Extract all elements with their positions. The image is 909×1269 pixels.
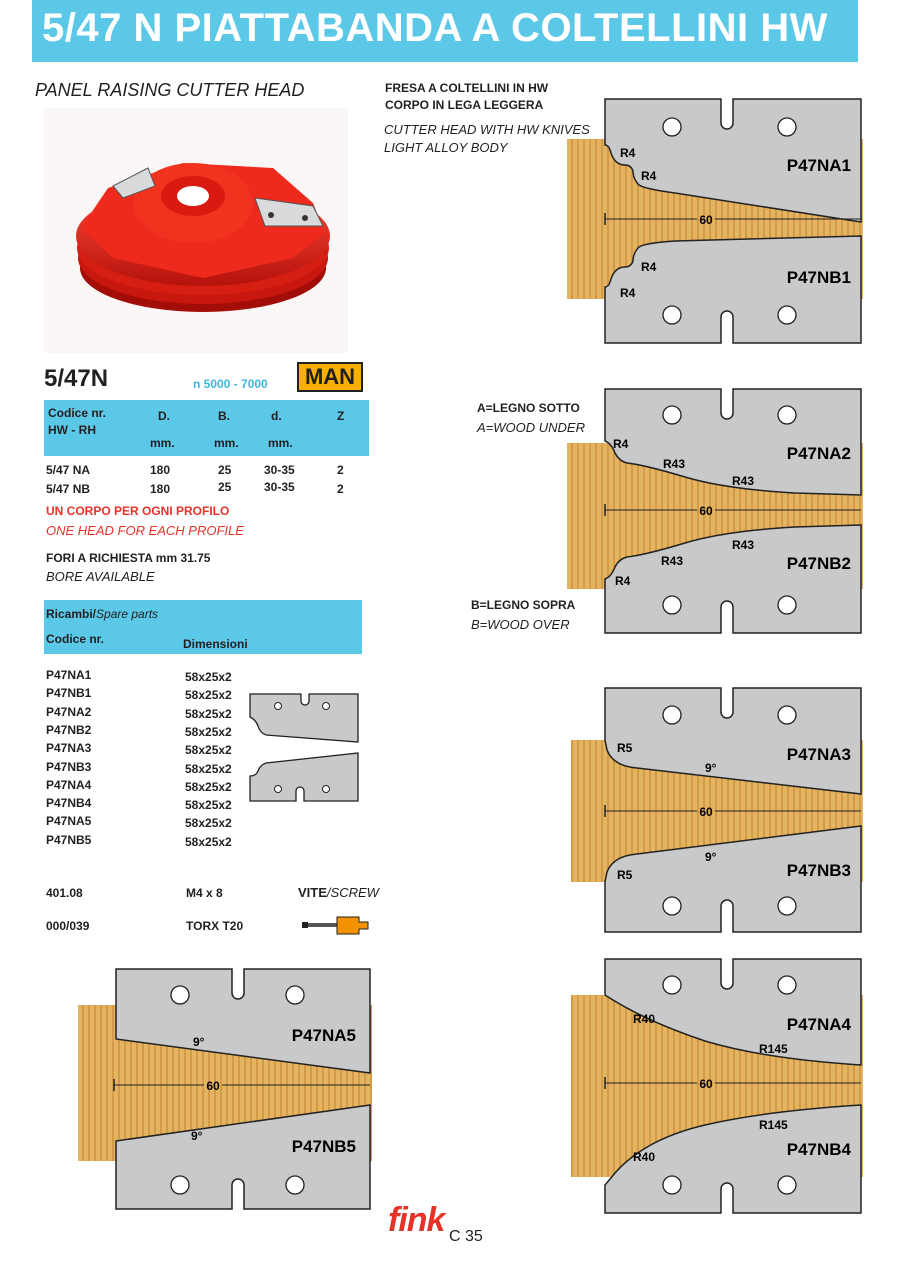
spare-part-code: P47NA2 [46,705,92,719]
spare-part-dimension: 58x25x2 [185,780,232,794]
spare-parts-title [46,607,158,621]
radius-label: R5 [617,741,633,755]
radius-label: R43 [661,554,684,568]
spare-col-code: Codice nr. [46,632,105,646]
spare-part-dimension: 58x25x2 [185,835,232,849]
spec-row-bore: 30-35 [264,463,295,477]
spec-unit-d: mm. [150,436,175,450]
wood-over-en: B=WOOD OVER [471,617,570,632]
radius-label: R4 [620,146,636,160]
spare-part-code: P47NB1 [46,686,92,700]
knife-code-bottom: P47NB3 [786,861,851,880]
spare-parts-title-en: Spare parts [96,607,159,621]
desc-en-1: CUTTER HEAD WITH HW KNIVES [384,122,590,137]
knife-code-top: P47NA1 [786,156,851,175]
spare-parts-title-it: Ricambi/ [46,607,97,621]
spare-part-code: P47NB5 [46,833,92,847]
radius-label: R43 [732,538,755,552]
radius-label: R4 [615,574,631,588]
spec-row-d: 180 [150,482,171,496]
spec-col-b: B. [218,409,230,423]
spec-col-z: Z [337,409,345,423]
profile-5-drawing [76,965,376,1215]
spare-part-dimension: 58x25x2 [185,725,232,739]
knife-code-bottom: P47NB4 [786,1140,851,1159]
torx-code: 000/039 [46,919,90,933]
screw-size: M4 x 8 [186,886,223,900]
knife-code-top: P47NA3 [786,745,851,764]
spare-part-dimension: 58x25x2 [185,707,232,721]
radius-label: R43 [732,474,755,488]
profile-4-drawing [565,955,865,1219]
wood-under-it: A=LEGNO SOTTO [477,401,580,415]
screwdriver-icon [302,914,370,936]
profile-3-drawing [565,684,865,936]
dim-label: 60 [699,504,713,518]
wood-under-en: A=WOOD UNDER [477,420,585,435]
dim-label: 60 [206,1079,220,1093]
note-body-it: UN CORPO PER OGNI PROFILO [46,504,230,518]
spare-part-code: P47NA4 [46,778,92,792]
spec-unit-bore: mm. [268,436,293,450]
angle-label: 9° [705,761,717,775]
spec-row-d: 180 [150,463,171,477]
knife-code-bottom: P47NB5 [291,1137,356,1156]
radius-label: R5 [617,868,633,882]
spec-unit-b: mm. [214,436,239,450]
spec-row-b: 25 [218,480,232,494]
angle-label: 9° [191,1129,203,1143]
page-number: C 35 [449,1228,483,1245]
angle-label: 9° [705,850,717,864]
desc-it-1: FRESA A COLTELLINI IN HW [385,81,549,95]
radius-label: R145 [759,1118,788,1132]
knife-code-bottom: P47NB1 [786,268,851,287]
radius-label: R4 [641,169,657,183]
spec-row-bore: 30-35 [264,480,295,494]
desc-en-2: LIGHT ALLOY BODY [384,140,508,155]
screw-label-en: /SCREW [326,885,379,900]
note-bore-it: FORI A RICHIESTA mm 31.75 [46,551,211,565]
spec-col-code: Codice nr. [48,406,107,420]
product-code: 5/47N [44,365,109,392]
spec-row-code: 5/47 NB [46,482,91,496]
radius-label: R4 [613,437,629,451]
knife-code-top: P47NA2 [786,444,851,463]
knife-code-top: P47NA5 [291,1026,356,1045]
angle-label: 9° [193,1035,205,1049]
radius-label: R40 [633,1012,656,1026]
wood-over-it: B=LEGNO SOPRA [471,598,576,612]
knife-bottom [605,236,861,343]
rpm-range: n 5000 - 7000 [193,377,268,391]
brand-logo: fink [388,1201,445,1239]
dim-label: 60 [699,213,713,227]
spare-part-dimension: 58x25x2 [185,816,232,830]
spare-part-dimension: 58x25x2 [185,798,232,812]
screw-code: 401.08 [46,886,83,900]
dim-label: 60 [699,1077,713,1091]
knife-code-bottom: P47NB2 [786,554,851,573]
radius-label: R4 [620,286,636,300]
spec-row-z: 2 [337,482,344,496]
note-body-en: ONE HEAD FOR EACH PROFILE [46,523,244,538]
radius-label: R4 [641,260,657,274]
spare-part-code: P47NB2 [46,723,92,737]
spare-part-code: P47NA5 [46,814,92,828]
spare-part-dimension: 58x25x2 [185,743,232,757]
torx-size: TORX T20 [186,919,244,933]
spec-row-b: 25 [218,463,232,477]
spare-part-code: P47NB3 [46,760,92,774]
cutter-head-image [43,108,348,353]
desc-it-2: CORPO IN LEGA LEGGERA [385,98,544,112]
spare-part-dimension: 58x25x2 [185,688,232,702]
product-subtitle: PANEL RAISING CUTTER HEAD [35,80,305,100]
spare-part-code: P47NB4 [46,796,92,810]
radius-label: R40 [633,1150,656,1164]
spec-row-code: 5/47 NA [46,463,91,477]
dim-label: 60 [699,805,713,819]
spec-col-code-sub: HW - RH [48,423,96,437]
radius-label: R43 [663,457,686,471]
profile-2-drawing [565,385,865,637]
radius-label: R145 [759,1042,788,1056]
screw-label-it: VITE [298,885,327,900]
screw-label [298,885,379,900]
profile-1-drawing [565,95,865,347]
spare-part-code: P47NA1 [46,668,92,682]
spare-part-dimension: 58x25x2 [185,762,232,776]
spec-col-d: D. [158,409,170,423]
knife-code-top: P47NA4 [786,1015,851,1034]
spare-col-dim: Dimensioni [183,637,248,651]
spare-part-code: P47NA3 [46,741,92,755]
man-badge: MAN [297,362,363,392]
spare-part-dimension: 58x25x2 [185,670,232,684]
spec-row-z: 2 [337,463,344,477]
note-bore-en: BORE AVAILABLE [46,569,155,584]
spare-knife-drawing [246,693,362,803]
page-title: 5/47 N PIATTABANDA A COLTELLINI HW [42,6,828,50]
spec-col-bore: d. [271,409,282,423]
